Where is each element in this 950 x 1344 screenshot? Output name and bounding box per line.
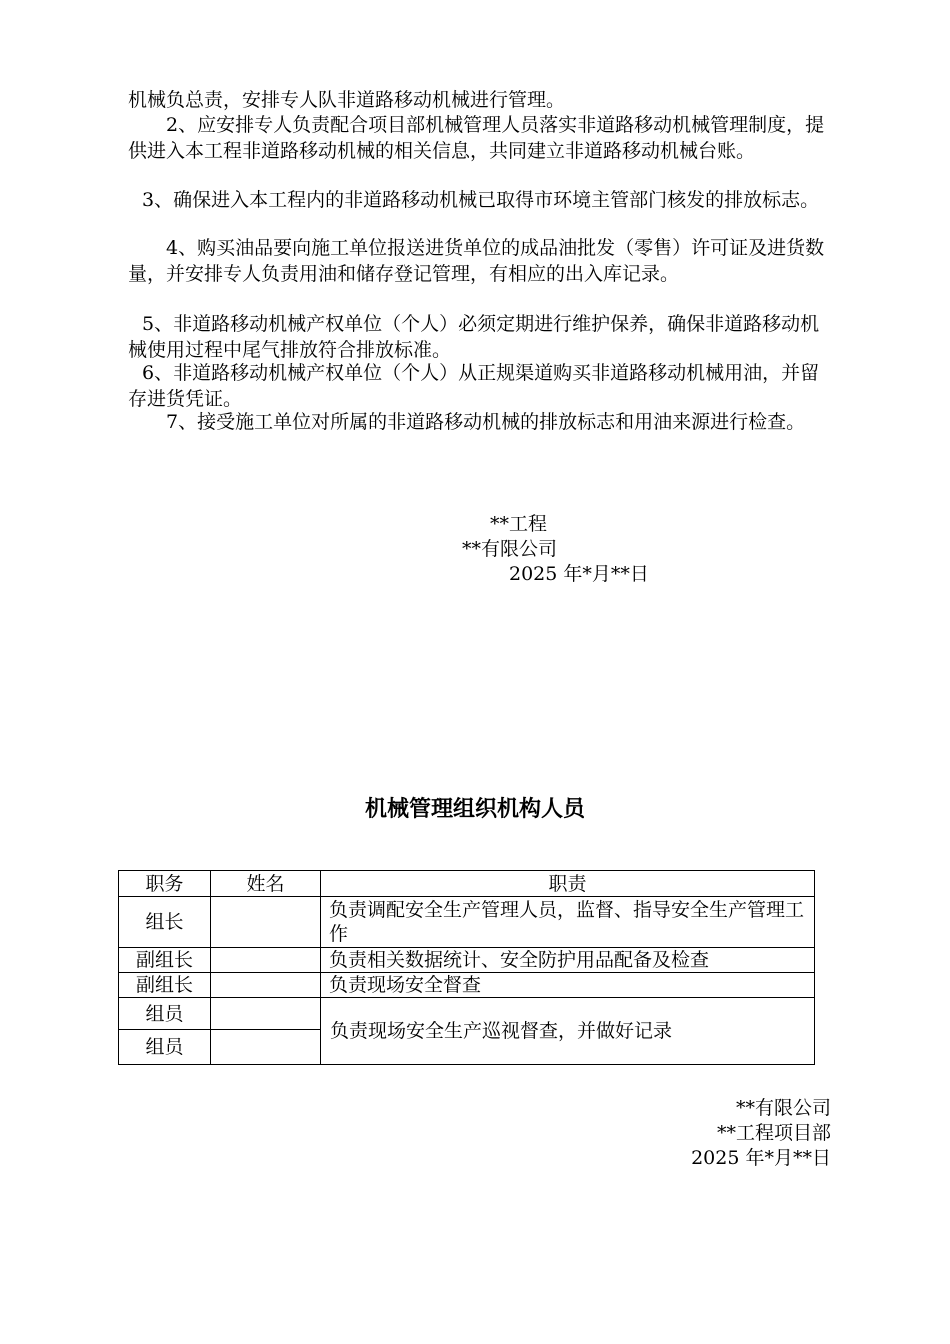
cell-name <box>211 973 321 998</box>
org-title: 机械管理组织机构人员 <box>364 797 585 822</box>
paragraph-intro: 机械负总责，安排专人队非道路移动机械进行管理。 <box>128 89 566 111</box>
paragraph-item-5: 5、非道路移动机械产权单位（个人）必须定期进行维护保养，确保非道路移动机械使用过程中尾气排放符合排放标准。 <box>128 313 820 361</box>
cell-post: 组员 <box>119 998 211 1030</box>
header-post: 职务 <box>119 871 211 897</box>
cell-duty: 负责调配安全生产管理人员，监督、指导安全生产管理工作 <box>321 897 815 948</box>
cell-name <box>211 998 321 1030</box>
paragraph-item-6: 6、非道路移动机械产权单位（个人）从正规渠道购买非道路移动机械用油，并留存进货凭证。 <box>128 362 820 410</box>
cell-post: 副组长 <box>119 948 211 973</box>
table-row <box>119 998 815 1030</box>
cell-name <box>211 1030 321 1065</box>
table-header-row <box>119 871 815 897</box>
table-row <box>119 973 815 998</box>
cell-post: 副组长 <box>119 973 211 998</box>
org-table <box>118 870 815 1065</box>
paragraph-item-7: 7、接受施工单位对所属的非道路移动机械的排放标志和用油来源进行检查。 <box>147 411 806 433</box>
signature-date: 2025 年*月**日 <box>509 563 649 585</box>
footer-date: 2025 年*月**日 <box>691 1147 831 1169</box>
cell-post: 组长 <box>119 897 211 948</box>
table-row <box>119 948 815 973</box>
footer-dept: **工程项目部 <box>716 1122 831 1144</box>
cell-name <box>211 948 321 973</box>
header-name: 姓名 <box>211 871 321 897</box>
footer-company: **有限公司 <box>735 1097 831 1119</box>
cell-duty-merged: 负责现场安全生产巡视督查，并做好记录 <box>321 998 815 1065</box>
signature-company: **有限公司 <box>462 538 558 560</box>
header-duty: 职责 <box>321 871 815 897</box>
cell-name <box>211 897 321 948</box>
table-row <box>119 897 815 948</box>
signature-project: **工程 <box>490 513 548 535</box>
paragraph-item-3: 3、确保进入本工程内的非道路移动机械已取得市环境主管部门核发的排放标志。 <box>142 189 820 211</box>
cell-duty: 负责相关数据统计、安全防护用品配备及检查 <box>321 948 815 973</box>
paragraph-item-4: 4、购买油品要向施工单位报送进货单位的成品油批发（零售）许可证及进货数量，并安排专人负责用油和储存登记管理，有相应的出入库记录。 <box>128 237 825 285</box>
cell-post: 组员 <box>119 1030 211 1065</box>
cell-duty: 负责现场安全督查 <box>321 973 815 998</box>
paragraph-item-2: 2、应安排专人负责配合项目部机械管理人员落实非道路移动机械管理制度，提供进入本工程非道路移动机械的相关信息，共同建立非道路移动机械台账。 <box>128 114 825 162</box>
